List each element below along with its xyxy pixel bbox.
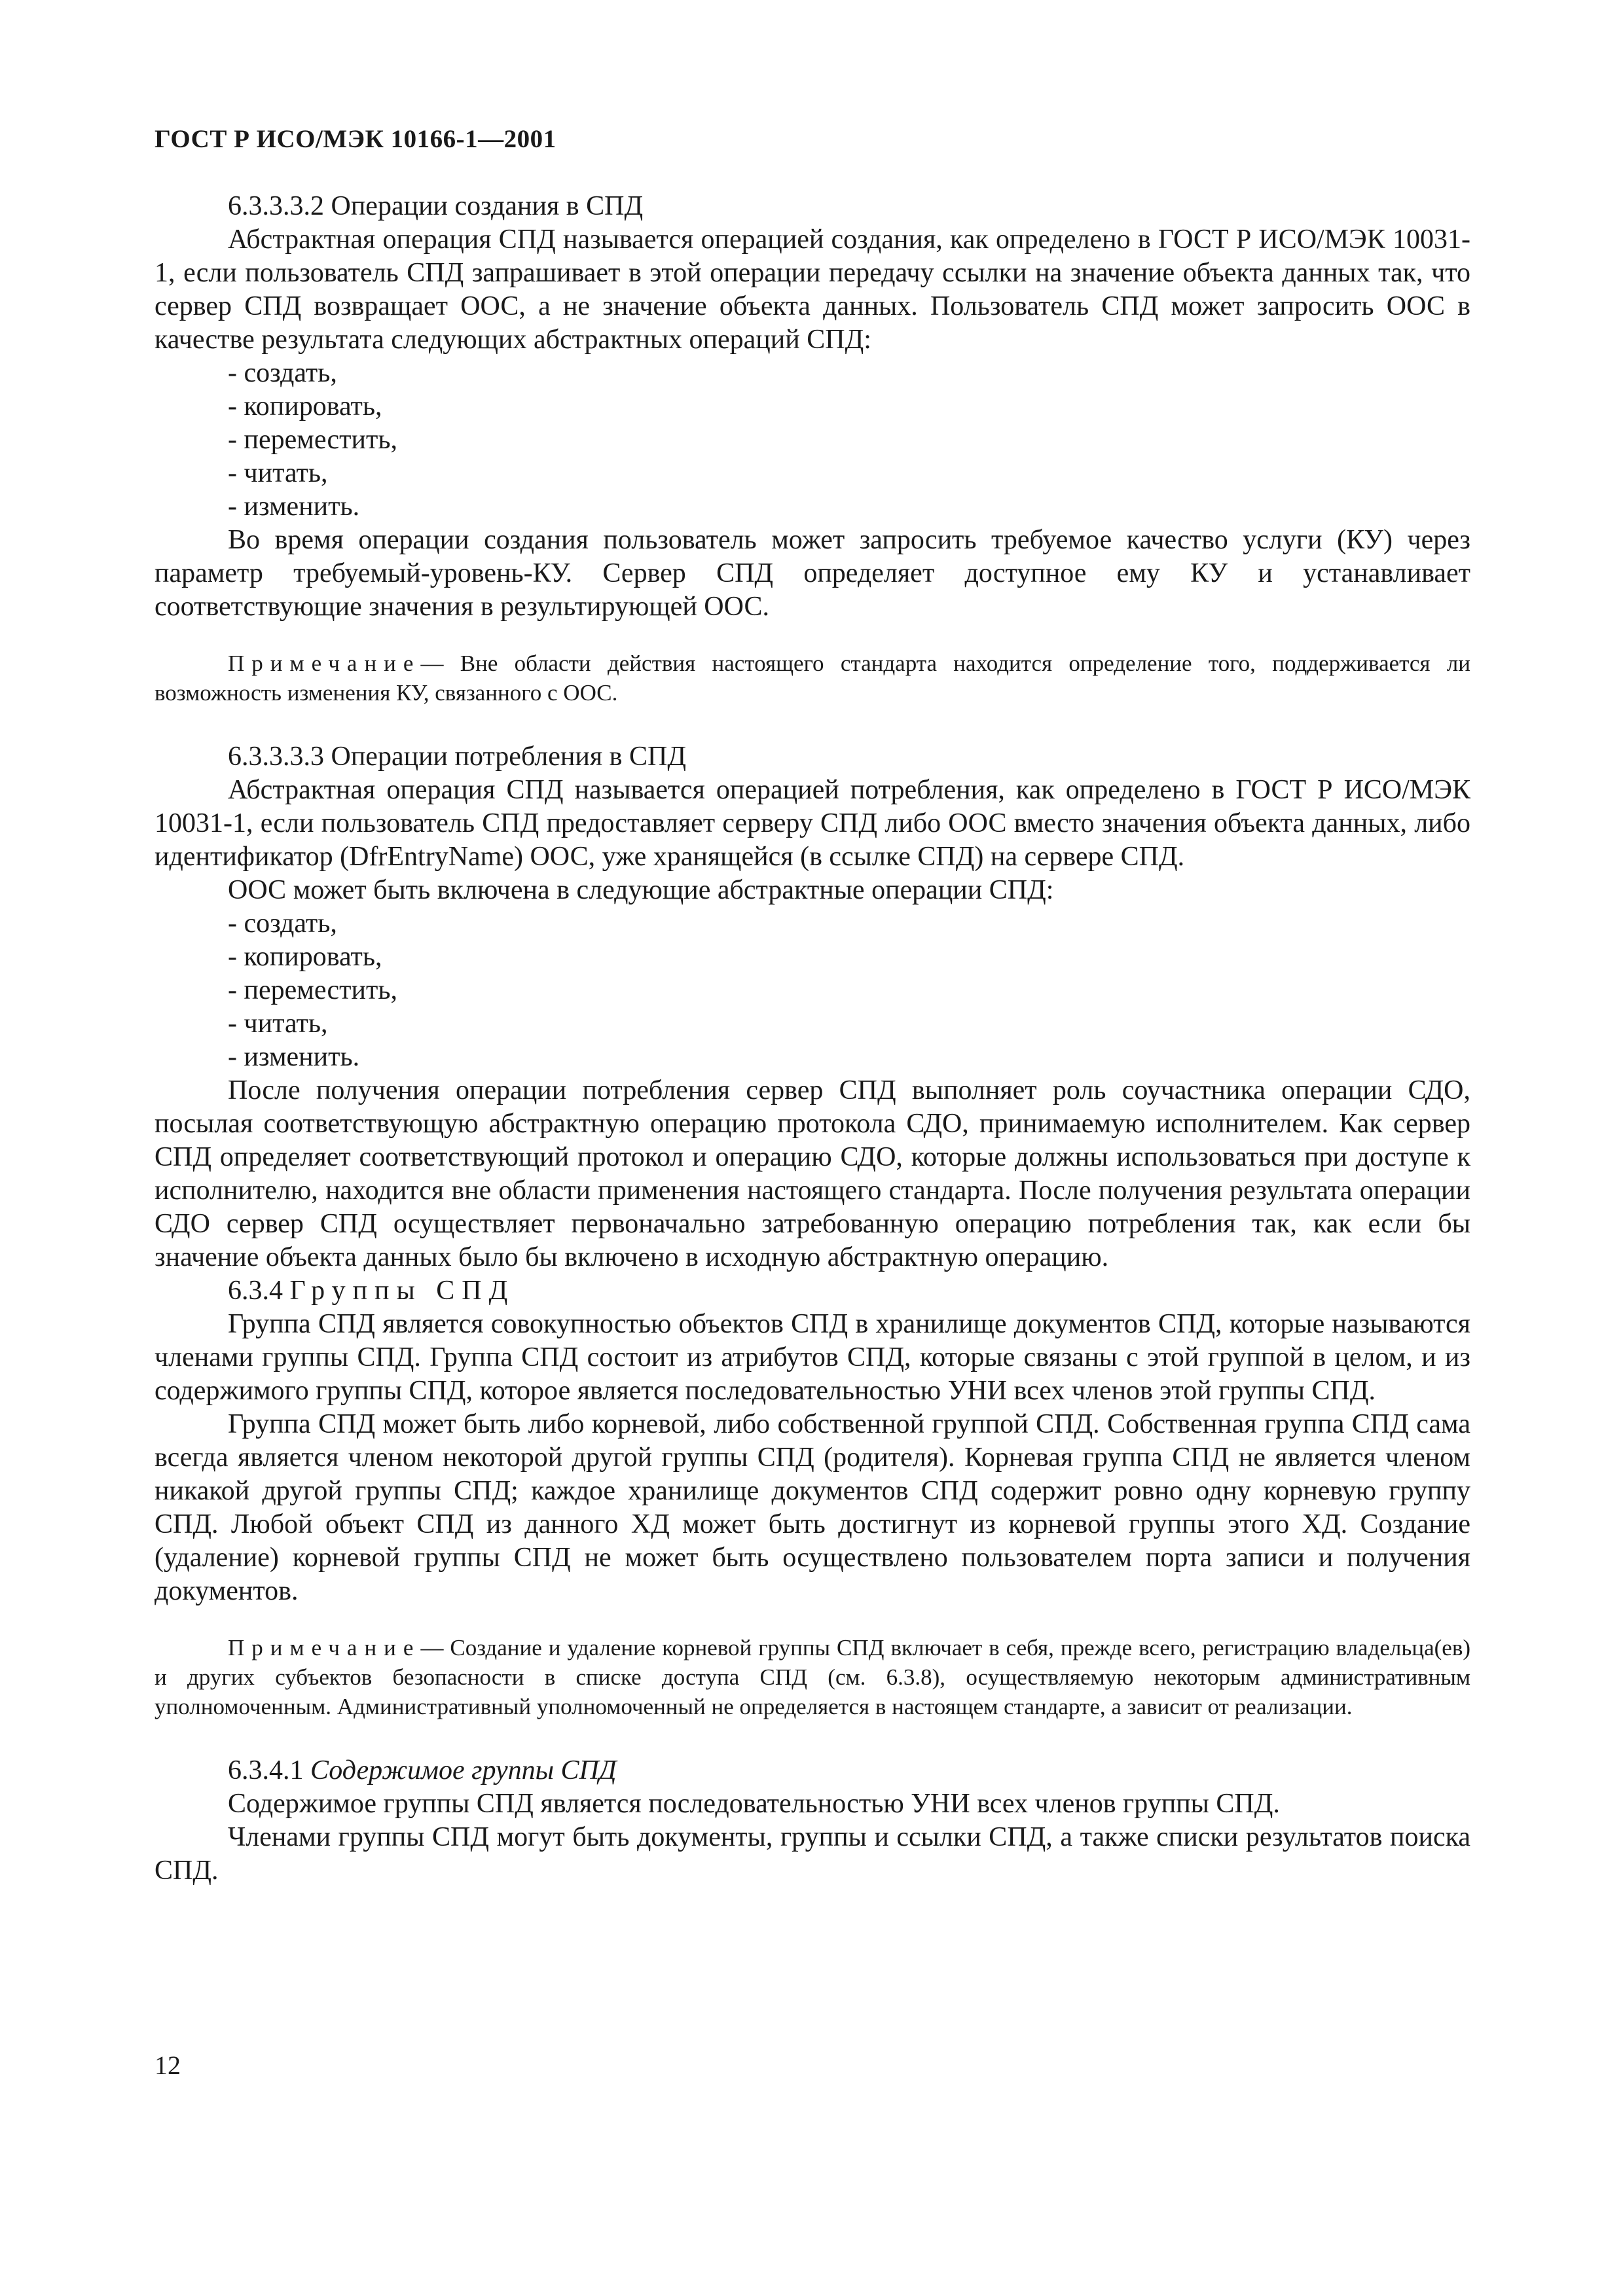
paragraph: Группа СПД может быть либо корневой, либо собственной группой СПД. Собственная группа СПД сама всегда является членом некоторой другой группы СПД (родителя). Корневая группа СПД не является членом никакой другой группы СПД; каждое хранилище документов СПД содержит ровно одну корневую группу СПД. Любой объект СПД из данного ХД может быть достигнут из корневой группы этого ХД. Создание (удаление) корневой группы СПД не может быть осуществлено пользователем порта записи и получения документов. — [155, 1409, 1470, 1606]
list-item: - копировать, — [228, 942, 382, 972]
paragraph: Во время операции создания пользователь может запросить требуемое качество услуги (КУ) через параметр требуемый-уровень-КУ. Сервер СПД определяет доступное ему КУ и устанавливает соответствующие значения в результирующей ООС. — [155, 525, 1470, 622]
list-item: - копировать, — [228, 391, 382, 422]
section-number: 6.3.3.3.2 — [228, 191, 324, 221]
list-item: - читать, — [228, 458, 328, 488]
list-item: - переместить, — [228, 425, 397, 455]
section-heading-6-3-3-3-3 — [155, 740, 1470, 774]
section-title: Содержимое группы СПД — [310, 1755, 617, 1785]
section-number: 6.3.4 — [228, 1276, 283, 1306]
note-text: — Создание и удаление корневой группы СПД включает в себя, прежде всего, регистрацию владельца(ев) и других субъектов безопасности в списке доступа СПД (см. 6.3.8), осуществляемую некоторым административным уполномоченным. Административный уполномоченный не определяется в настоящем стандарте, а зависит от реализации. — [155, 1635, 1470, 1719]
section-heading-6-3-4 — [155, 1274, 1470, 1308]
list-item: - читать, — [228, 1009, 328, 1039]
list-item: - изменить. — [228, 492, 360, 522]
list-item: - создать, — [228, 908, 337, 939]
list-item: - создать, — [228, 358, 337, 388]
section-title: Операции потребления в СПД — [331, 742, 686, 772]
section-heading-6-3-4-1 — [155, 1754, 1470, 1787]
list-item: - переместить, — [228, 975, 397, 1005]
note-text: — Вне области действия настоящего стандарта находится определение того, поддерживается ли возможность изменения КУ, связанного с ООС. — [155, 651, 1470, 706]
paragraph: Группа СПД является совокупностью объектов СПД в хранилище документов СПД, которые называются членами группы СПД. Группа СПД состоит из атрибутов СПД, которые связаны с этой группой в целом, и из содержимого группы СПД, которое является последовательностью УНИ всех членов этой группы СПД. — [155, 1309, 1470, 1406]
paragraph: Членами группы СПД могут быть документы, группы и ссылки СПД, а также списки результатов поиска СПД. — [155, 1822, 1470, 1886]
page-number: 12 — [155, 2051, 181, 2080]
section-number: 6.3.4.1 — [228, 1755, 304, 1785]
section-title: Группы СПД — [289, 1276, 515, 1306]
note — [155, 1633, 1470, 1721]
page-header: ГОСТ Р ИСО/МЭК 10166-1—2001 — [155, 125, 556, 153]
paragraph: Абстрактная операция СПД называется операцией создания, как определено в ГОСТ Р ИСО/МЭК 10031-1, если пользователь СПД запрашивает в этой операции передачу ссылки на значение объекта данных так, что сервер СПД возвращает ООС, а не значение объекта данных. Пользователь СПД может запросить ООС в качестве результата следующих абстрактных операций СПД: — [155, 224, 1470, 355]
section-heading-6-3-3-3-2 — [155, 190, 1470, 223]
note — [155, 649, 1470, 708]
section-number: 6.3.3.3.3 — [228, 742, 324, 772]
paragraph: Абстрактная операция СПД называется операцией потребления, как определено в ГОСТ Р ИСО/МЭК 10031-1, если пользователь СПД предоставляет серверу СПД либо ООС вместо значения объекта данных, либо идентификатор (DfrEntryName) ООС, уже хранящейся (в ссылке СПД) на сервере СПД. — [155, 775, 1470, 872]
note-label: Примечание — [228, 1635, 421, 1660]
note-label: Примечание — [228, 651, 421, 676]
list-item: - изменить. — [228, 1042, 360, 1072]
paragraph: Содержимое группы СПД является последовательностью УНИ всех членов группы СПД. — [228, 1789, 1280, 1819]
document-body — [155, 190, 1470, 1888]
paragraph: ООС может быть включена в следующие абстрактные операции СПД: — [228, 875, 1054, 905]
paragraph: После получения операции потребления сервер СПД выполняет роль соучастника операции СДО, посылая соответствующую абстрактную операцию протокола СДО, принимаемую исполнителем. Как сервер СПД определяет соответствующий протокол и операцию СДО, которые должны использоваться при доступе к исполнителю, находится вне области применения настоящего стандарта. После получения результата операции СДО сервер СПД осуществляет первоначально затребованную операцию потребления так, как если бы значение объекта данных было бы включено в исходную абстрактную операцию. — [155, 1075, 1470, 1272]
section-title: Операции создания в СПД — [331, 191, 644, 221]
